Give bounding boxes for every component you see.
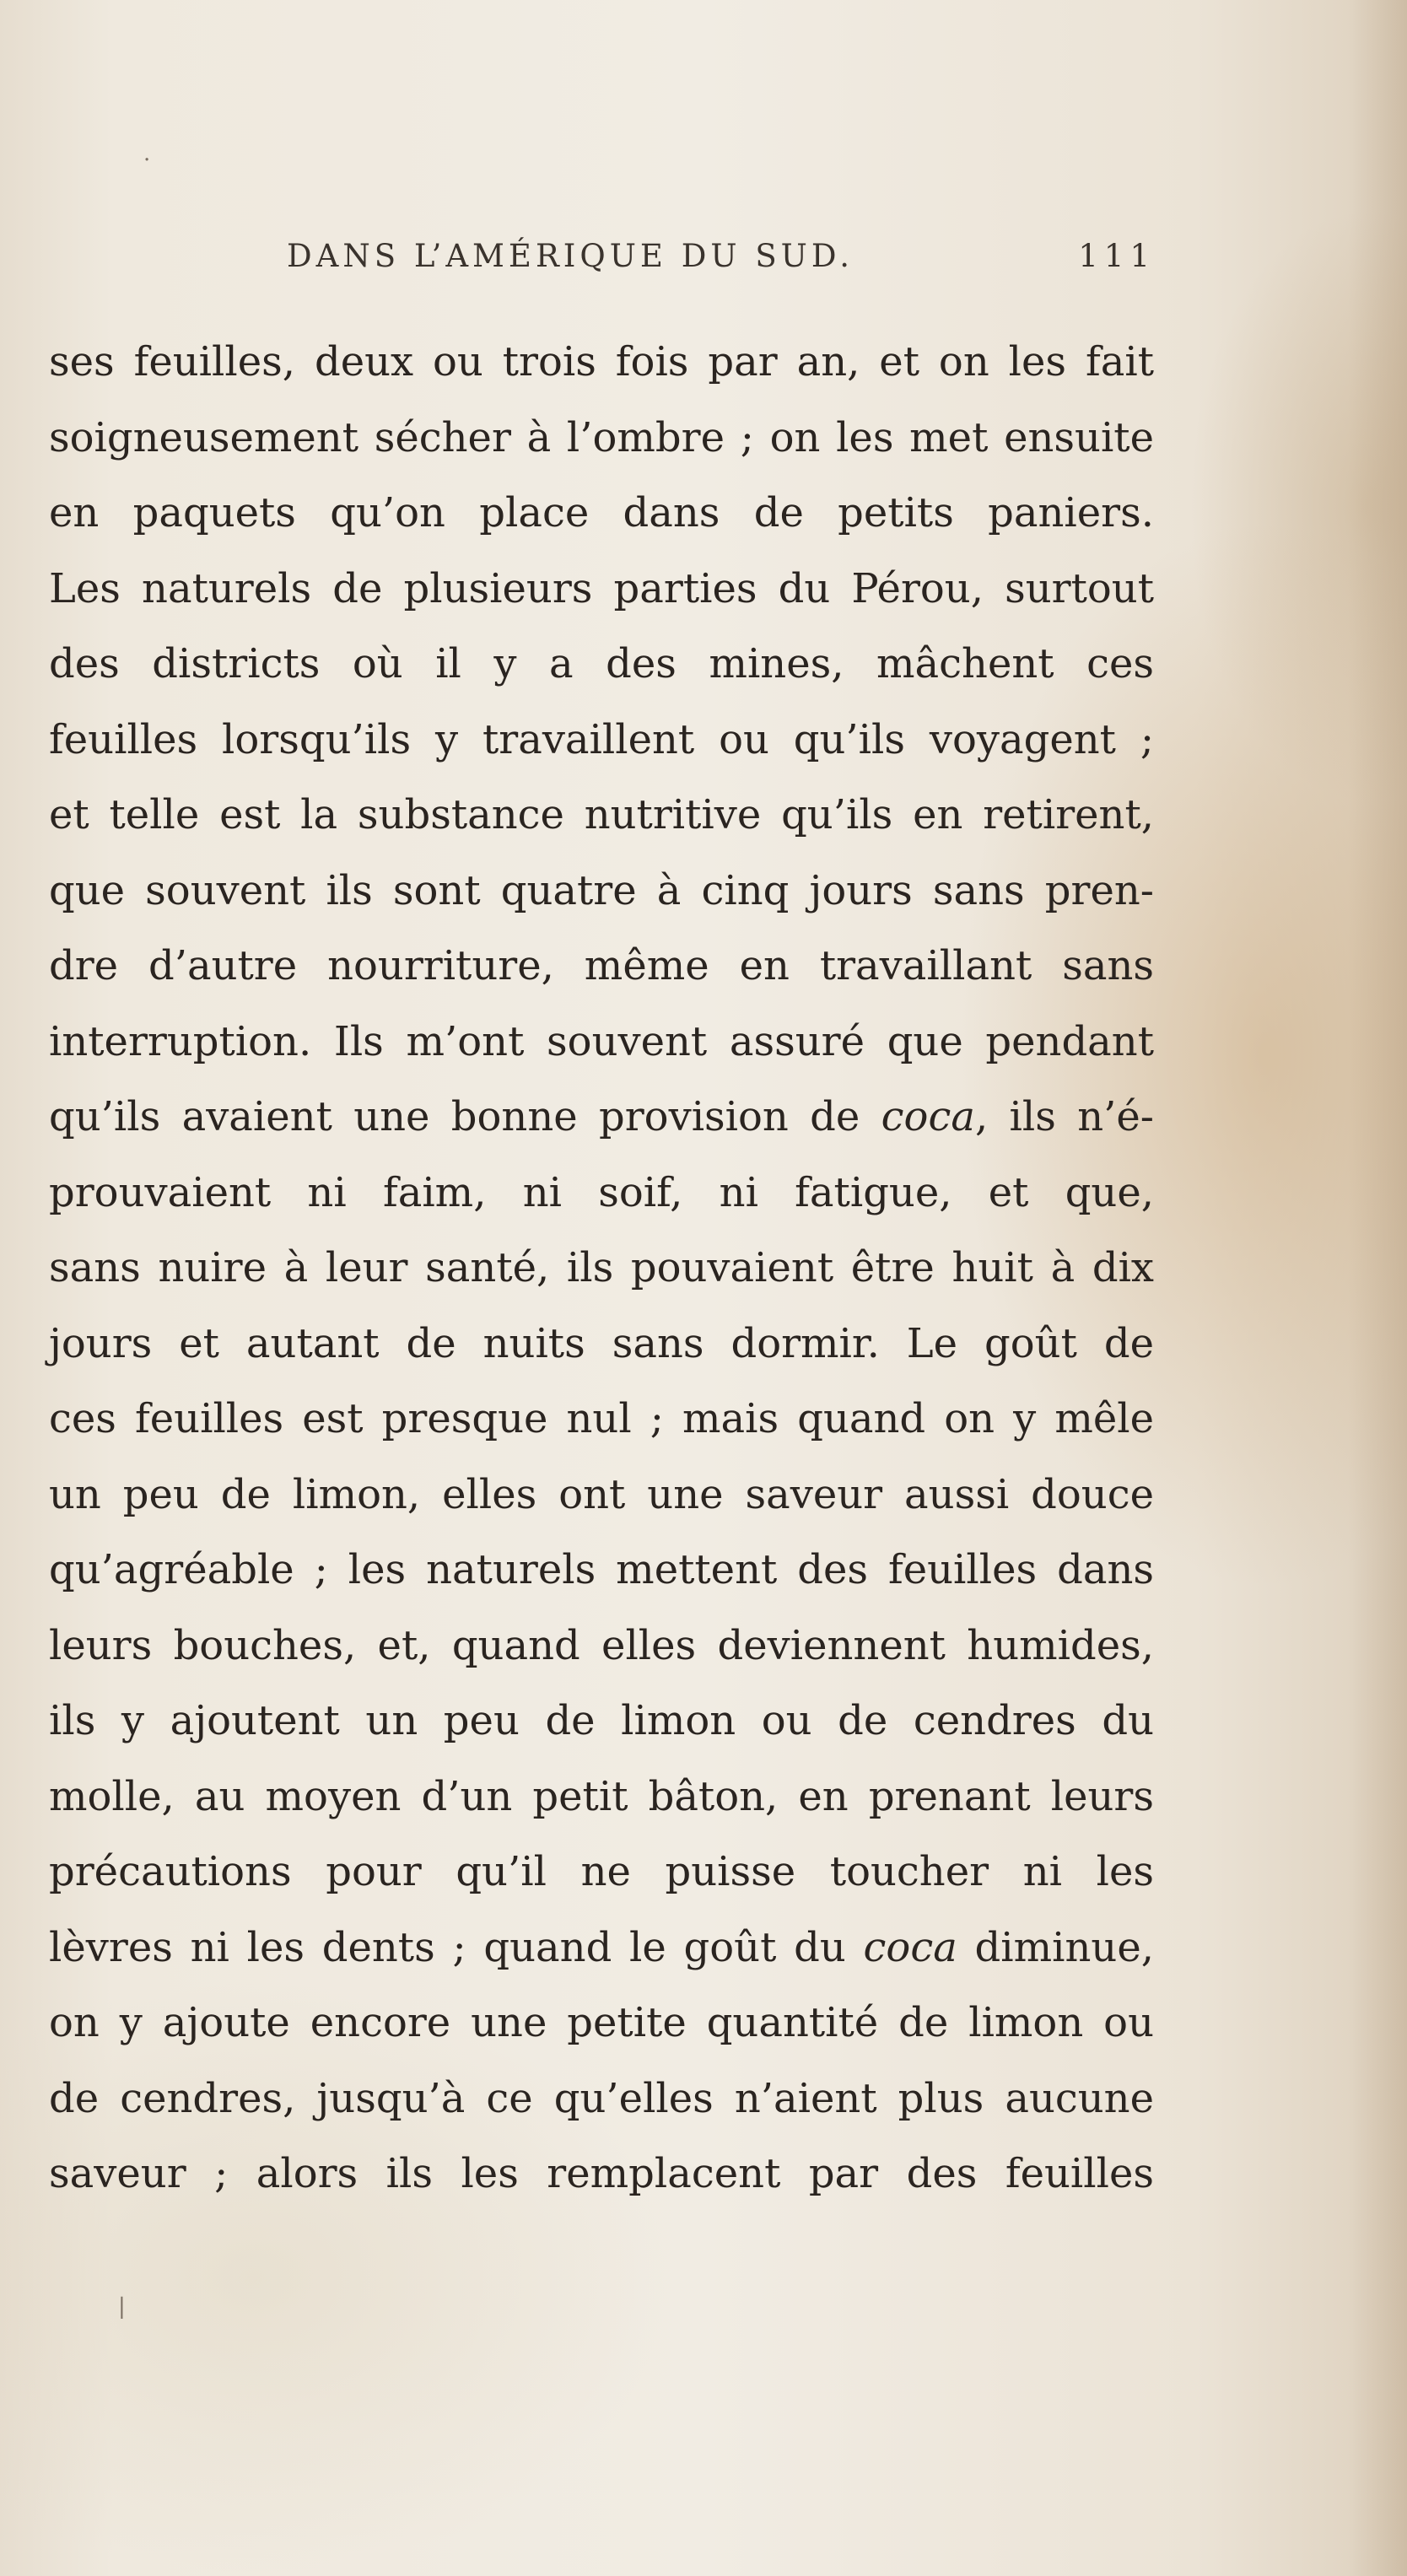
page-number: 111: [1078, 238, 1156, 274]
text-line: prouvaient ni faim, ni soif, ni fatigue, et que,: [49, 1168, 1154, 1216]
text-segment: qu’ils avaient une bonne provision de: [49, 1093, 881, 1140]
text-line: molle, au moyen d’un petit bâton, en prenant leurs: [49, 1772, 1154, 1820]
ink-speck: ·: [143, 148, 151, 173]
running-head: [287, 238, 1156, 280]
running-head-title: DANS L’AMÉRIQUE DU SUD.: [287, 238, 854, 274]
text-line: soigneusement sécher à l’ombre ; on les met ensuite: [49, 413, 1154, 461]
body-text: [49, 325, 1154, 2212]
text-line: [49, 1080, 1154, 1156]
italic-term: coca: [863, 1923, 957, 1971]
text-line: des districts où il y a des mines, mâchent ces: [49, 640, 1154, 687]
text-line: jours et autant de nuits sans dormir. Le goût de: [49, 1319, 1154, 1367]
text-line: précautions pour qu’il ne puisse toucher ni les: [49, 1848, 1154, 1895]
text-line: ils y ajoutent un peu de limon ou de cendres du: [49, 1697, 1154, 1744]
italic-term: coca: [881, 1093, 975, 1140]
ink-speck: |: [118, 2294, 126, 2320]
text-line: feuilles lorsqu’ils y travaillent ou qu’ils voyagent ;: [49, 715, 1154, 763]
text-line: et telle est la substance nutritive qu’ils en retirent,: [49, 791, 1154, 838]
text-line: sans nuire à leur santé, ils pouvaient être huit à dix: [49, 1244, 1154, 1291]
text-line: qu’agréable ; les naturels mettent des feuilles dans: [49, 1546, 1154, 1593]
text-line: dre d’autre nourriture, même en travaillant sans: [49, 942, 1154, 989]
text-line: que souvent ils sont quatre à cinq jours sans pren-: [49, 866, 1154, 914]
text-line: un peu de limon, elles ont une saveur aussi douce: [49, 1470, 1154, 1518]
text-line: on y ajoute encore une petite quantité de limon ou: [49, 1999, 1154, 2046]
text-line: Les naturels de plusieurs parties du Pérou, surtout: [49, 564, 1154, 612]
text-line: interruption. Ils m’ont souvent assuré que pendant: [49, 1017, 1154, 1065]
text-segment: , ils n’é-: [974, 1093, 1155, 1140]
text-line: ses feuilles, deux ou trois fois par an, et on les fait: [49, 338, 1154, 385]
text-line: ces feuilles est presque nul ; mais quand on y mêle: [49, 1395, 1154, 1442]
text-line: saveur ; alors ils les remplacent par des feuilles: [49, 2150, 1154, 2197]
page-edge-shadow: [1348, 0, 1407, 2576]
text-line: de cendres, jusqu’à ce qu’elles n’aient plus aucune: [49, 2074, 1154, 2122]
text-line: [49, 1910, 1154, 1986]
text-line: leurs bouches, et, quand elles deviennent humides,: [49, 1621, 1154, 1669]
text-line: en paquets qu’on place dans de petits paniers.: [49, 489, 1154, 536]
text-segment: lèvres ni les dents ; quand le goût du: [49, 1923, 864, 1971]
text-segment: diminue,: [957, 1923, 1154, 1971]
